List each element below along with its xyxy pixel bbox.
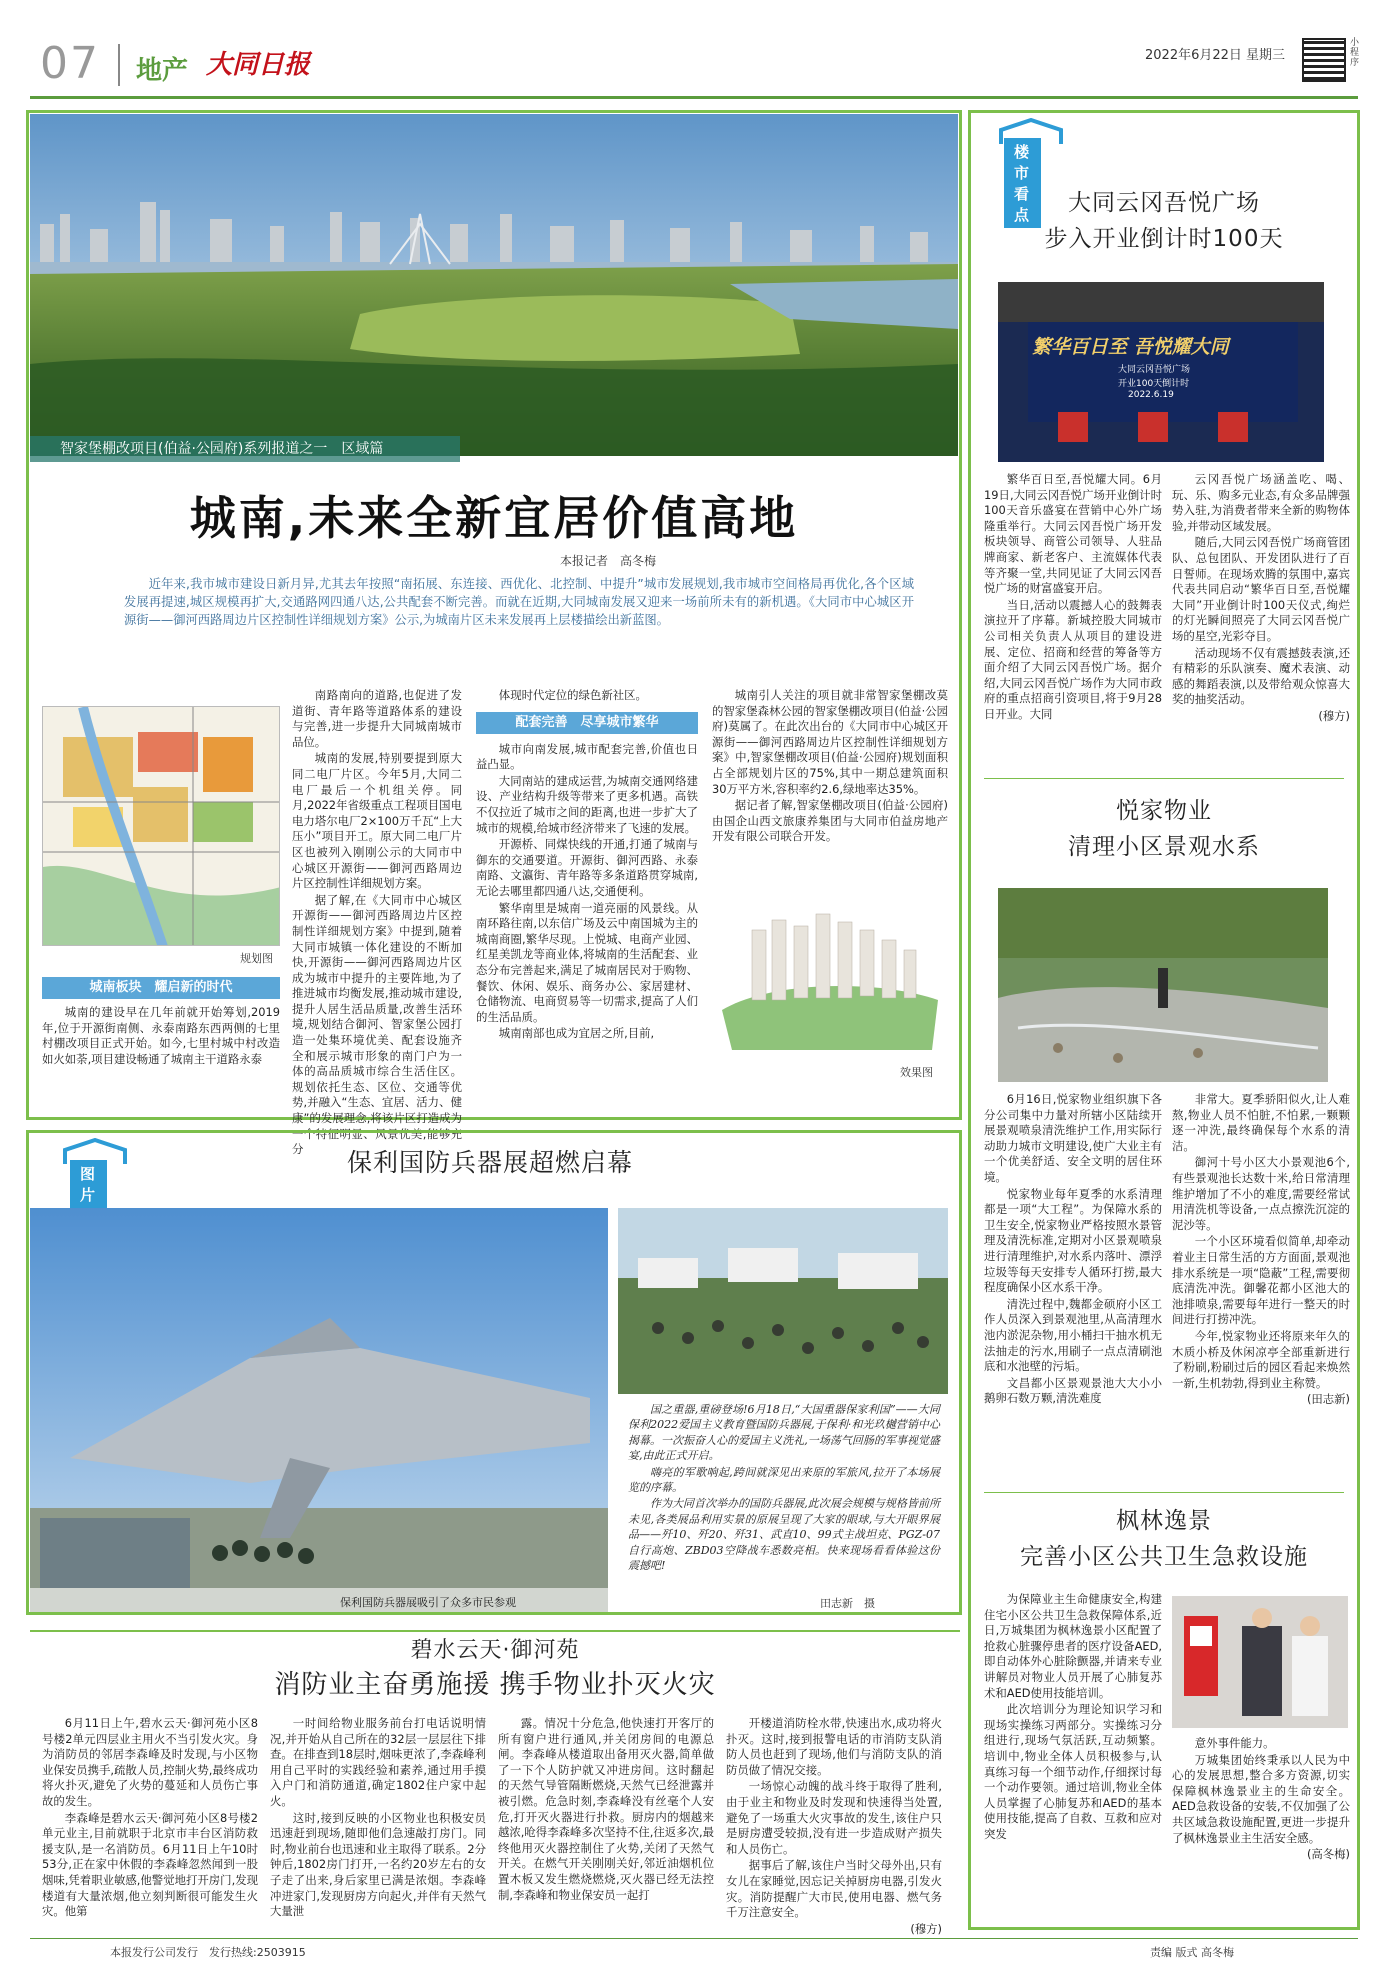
fenglin-p: 为保障业主生命健康安全,构建住宅小区公共卫生急救保障体系,近日,万城集团为枫林逸景小区配置了抢救心脏骤停患者的医疗设备AED,即自动体外心脏除颤器,并请来专业讲解员对物业人员开展了心肺复苏术和AED使用技能培训。 xyxy=(984,1592,1162,1700)
fenglin-p: 此次培训分为理论知识学习和现场实操练习两部分。实操练习分组进行,现场气氛活跃,互动频繁。培训中,物业全体人员积极参与,认真练习每一个细节动作,仔细探讨每一个动作要领。通过培训,物业全体人员掌握了心肺复苏和AED的基本使用技能,提高了自救、互救和应对突发 xyxy=(984,1702,1162,1841)
bottom-byline: (穆方) xyxy=(910,1921,942,1936)
yuejia-col-b xyxy=(1172,1092,1350,1408)
main-col3-p: 城市向南发展,城市配套完善,价值也日益凸显。 xyxy=(476,741,698,772)
bottom-title-1: 碧水云天·御河苑 xyxy=(410,1638,580,1663)
footer-rule xyxy=(30,1938,1358,1939)
bottom-col1-p: 李森峰是碧水云天·御河苑小区8号楼2单元业主,目前就职于北京市丰台区消防救援支队,是一名消防员。6月11日上午10时53分,正在家中休假的李森峰忽然闻到一股烟味,凭着职业敏感,他警觉地打开房门,发现楼道有大量浓烟,他立刻判断很可能发生火灾。他第 xyxy=(42,1810,258,1919)
wuyue-byline: (穆方) xyxy=(1318,708,1350,723)
main-col4-p: 城南引人关注的项目就非常智家堡棚改莫的智家堡森林公园的智家堡棚改项目(伯益·公园府)莫属了。在此次出台的《大同市中心城区开源街——御河西路周边片区控制性详细规划方案》中,智家堡棚改项目(伯益·公园府)规划面积占全部规划片区的75%,其中一期总建筑面积30万平方米,容积率约2.6,绿地率达35%。 xyxy=(712,688,948,796)
main-col-1 xyxy=(42,1005,280,1068)
yuejia-col-a xyxy=(984,1092,1162,1408)
series-banner: 智家堡棚改项目(伯益·公园府)系列报道之一 区域篇 xyxy=(30,436,460,462)
wuyue-p: 繁华百日至,吾悦耀大同。6月19日,大同云冈吾悦广场开业倒计时100天音乐盛宴在营销中心外广场隆重举行。大同云冈吾悦广场开发板块领导、商管公司领导、人驻品牌商家、新老客户、主流媒体代表等齐聚一堂,共同见证了大同云冈吾悦广场的财富盛宴开启。 xyxy=(984,472,1162,596)
bottom-col-3 xyxy=(498,1716,714,1904)
wuyue-col-a xyxy=(984,472,1162,724)
header-rule xyxy=(30,96,1358,99)
fenglin-byline: (高冬梅) xyxy=(1306,1847,1350,1862)
page-number: 07 xyxy=(40,38,100,89)
bottom-col-4 xyxy=(726,1716,942,1937)
footer-editor: 责编 版式 高冬梅 xyxy=(1150,1946,1234,1959)
wuyue-title-1: 大同云冈吾悦广场 xyxy=(1068,190,1260,216)
photo-news-label: 图片 xyxy=(70,1160,107,1250)
wuyue-photo-banner: 繁华百日至 吾悦耀大同 xyxy=(1032,336,1229,358)
photo-news-p: 作为大同首次举办的国防兵器展,此次展会规模与规格皆前所未见,各类展品利用实景的原展呈现了大家的眼球,与大开眼界展品——歼10、歼20、歼31、武直10、99式主战坦克、PGZ-07自行高炮、ZBD03空降战车悉数亮相。快来现场看看体验这份震撼吧! xyxy=(628,1497,940,1573)
photo-news-title: 保利国防兵器展超燃启幕 xyxy=(346,1148,633,1177)
bottom-col-2 xyxy=(270,1716,486,1921)
fighter-jet-image xyxy=(30,1208,608,1612)
fenglin-col-a xyxy=(984,1592,1162,1844)
yuejia-photo[interactable] xyxy=(998,888,1328,1082)
story-divider xyxy=(984,778,1344,779)
bottom-col4-p: 开楼道消防栓水带,快速出水,成功将火扑灭。这时,接到报警电话的市消防支队消防人员也赶到了现场,他们与消防支队的消防员做了情况交接。 xyxy=(726,1716,942,1777)
main-col-2 xyxy=(292,688,462,1159)
hero-photo[interactable] xyxy=(30,114,958,456)
landscape-pond-image xyxy=(998,888,1328,1082)
bottom-story-rule xyxy=(30,1630,960,1632)
story-divider xyxy=(984,1492,1344,1493)
yuejia-p: 文昌都小区景观景池大大小小鹅卵石数万颗,清洗难度 xyxy=(984,1375,1162,1406)
yuejia-p: 一个小区环境看似简单,却牵动着业主日常生活的方方面面,景观池排水系统是一项“隐蔽”工程,需要彻底清洗冲洗。御馨花都小区池大的池排喷泉,需要每年进行一整天的时间进行打捞冲洗。 xyxy=(1172,1234,1350,1327)
fenglin-col-b xyxy=(1172,1736,1350,1863)
main-col-3 xyxy=(476,688,698,1043)
wuyue-p: 当日,活动以震撼人心的鼓舞表演拉开了序幕。新城控股大同城市公司相关负责人从项目的建设进展、定位、招商和经营的筹备等方面介绍了大同云冈吾悦广场。据介绍,大同云冈吾悦广场作为大同市政府的重点招商引资项目,将于9月28日开业。大同 xyxy=(984,597,1162,721)
wuyue-photo[interactable] xyxy=(998,282,1324,462)
render-image xyxy=(712,890,948,1060)
main-col3-p: 大同南站的建成运营,为城南交通网络建设、产业结构升级等带来了更多机遇。高铁不仅拉近了城市之间的距离,也进一步扩大了城市的规模,给城市经济带来了飞速的发展。 xyxy=(476,773,698,835)
bottom-col4-p: 一场惊心动魄的战斗终于取得了胜利,由于业主和物业及时发现和快速得当处置,避免了一场重大火灾事故的发生,该住户只是厨房遭受较损,没有进一步造成财产损失和人员伤亡。 xyxy=(726,1779,942,1856)
main-col4-p: 据记者了解,智家堡棚改项目(伯益·公园府)由国企山西文旅康养集团与大同市伯益房地产开发有限公司联合开发。 xyxy=(712,798,948,844)
wuyue-photo-line3: 开业100天倒计时 xyxy=(1118,379,1190,389)
main-col2-p: 南路南向的道路,也促进了发道街、青年路等道路体系的建设与完善,进一步提升大同城南城市品位。 xyxy=(292,688,462,749)
header-divider xyxy=(118,44,120,86)
lede-text: 近年来,我市城市建设日新月异,尤其去年按照“南拓展、东连接、西优化、北控制、中提升”城市发展规划,我市城市空间格局再优化,各个区域发展再提速,城区规模再扩大,交通路网四通八达,公共配套不断完善。而就在近期,大同城南发展又迎来一场前所未有的新机遇。《大同市中心城区开源街——御河西路周边片区控制性详细规划方案》公示,为城南片区未来发展再上层楼描绘出新蓝图。 xyxy=(124,577,914,627)
bottom-col-1 xyxy=(42,1716,258,1921)
render-caption: 效果图 xyxy=(900,1066,933,1079)
photo-news-p: 嗨亮的军歌响起,跨间就深见出来原的军旅风,拉开了本场展览的序幕。 xyxy=(628,1465,940,1495)
yuejia-p: 悦家物业每年夏季的水系清理都是一项“大工程”。为保障水系的卫生安全,悦家物业严格按照水景管理及清洗标准,定期对小区景观喷泉进行清理维护,对水系内落叶、漂浮垃圾等每天安排专人循环打捞,最大程度确保小区水系干净。 xyxy=(984,1186,1162,1295)
wuyue-title-2: 步入开业倒计时100天 xyxy=(1044,226,1284,252)
yuejia-p: 御河十号小区大小景观池6个,有些景观池长达数十米,给日常清理维护增加了不小的难度,需要经常试用清洗机等设备,一点点擦洗沉淀的泥沙等。 xyxy=(1172,1155,1350,1232)
main-headline: 城南,未来全新宜居价值高地 xyxy=(189,491,799,545)
yuejia-p: 6月16日,悦家物业组织旗下各分公司集中力量对所辖小区陆续开展景观喷泉清洗维护工作,用实际行动助力城市文明建设,使广大业主有一个优美舒适、安全文明的居住环境。 xyxy=(984,1092,1162,1184)
fenglin-photo[interactable] xyxy=(1172,1596,1348,1728)
yuejia-title-1: 悦家物业 xyxy=(1116,798,1212,824)
jet-photo[interactable] xyxy=(30,1208,608,1612)
exhibition-crowd-image xyxy=(618,1208,948,1394)
issue-date: 2022年6月22日 星期三 xyxy=(1145,48,1286,63)
yuejia-p: 非常大。夏季骄阳似火,让人难熬,物业人员不怕脏,不怕累,一颗颗逐一冲洗,最终确保每个水系的清洁。 xyxy=(1172,1092,1350,1153)
fenglin-title-1: 枫林逸景 xyxy=(1116,1508,1212,1534)
main-col2-p: 城南的发展,特别要提到原大同二电厂片区。今年5月,大同二电厂最后一个机组关停。同月,2022年省级重点工程项目国电电力塔尔电厂2×100万千瓦“上大压小”项目开工。原大同二电厂片区也被列入刚刚公示的大同市中心城区开源街——御河西路周边片区控制性详细规划方案。 xyxy=(292,751,462,891)
main-byline: 本报记者 高冬梅 xyxy=(560,554,657,568)
wuyue-photo-date: 2022.6.19 xyxy=(1128,390,1174,400)
qr-label: 小程序 xyxy=(1350,38,1360,68)
bottom-col4-p: 据事后了解,该住户当时父母外出,只有女儿在家睡觉,因忘记关掉厨房电器,引发火灾。消防提醒广大市民,使用电器、燃气务千万注意安全。 xyxy=(726,1858,942,1920)
yuejia-byline: (田志新) xyxy=(1306,1392,1350,1407)
qr-code-icon[interactable] xyxy=(1302,38,1346,82)
fenglin-p: 意外事件能力。 xyxy=(1194,1736,1275,1750)
bottom-col1-p: 6月11日上午,碧水云天·御河苑小区8号楼2单元四层业主用火不当引发火灾。身为消防员的邻居李森峰及时发现,与小区物业保安员携手,疏散人员,控制火势,最终成功将火扑灭,避免了火势的蔓延和人员伤亡事故的发生。 xyxy=(42,1716,258,1808)
jet-photo-caption: 保利国防兵器展吸引了众多市民参观 xyxy=(340,1596,516,1609)
photo-news-byline: 田志新 摄 xyxy=(820,1597,875,1610)
main-col3-p: 城南南部也成为宜居之所,目前, xyxy=(498,1026,655,1041)
wuyue-p: 活动现场不仅有震撼鼓表演,还有精彩的乐队演奏、魔术表演、动感的舞蹈表演,以及带给观众惊喜大奖的抽奖活动。 xyxy=(1172,645,1350,707)
yuejia-p: 清洗过程中,魏都金硕府小区工作人员深入到景观池里,从高清理水池内淤泥杂物,用小桶扫干抽水机无法抽走的污水,用刷子一点点清刷池底和水池壁的污垢。 xyxy=(984,1296,1162,1374)
bottom-col2-p: 这时,接到反映的小区物业也积极安员迅速赶到现场,随即他们急速敲打房门。同时,物业前台也迅速和业主取得了联系。2分钟后,1802房门打开,一名约20岁左右的女子走了出来,身后家里已满是浓烟。李森峰冲进家门,发现厨房方向起火,并伴有天然气大量泄 xyxy=(270,1810,486,1919)
section-name: 地产 xyxy=(136,56,189,86)
wuyue-p: 随后,大同云冈吾悦广场商管团队、总包团队、开发团队进行了百日誓师。在现场欢腾的氛围中,嘉宾代表共同启动“繁华百日至,吾悦耀大同”开业倒计时100天仪式,绚烂的灯光瞬间照亮了大同云冈吾悦广场的星空,光彩夺目。 xyxy=(1172,535,1350,643)
plan-map-image xyxy=(43,707,280,946)
map-caption: 规划图 xyxy=(240,952,273,965)
wuyue-photo-line2: 大同云冈吾悦广场 xyxy=(1118,365,1191,375)
main-col2-p: 据了解,在《大同市中心城区开源街——御河西路周边片区控制性详细规划方案》中提到,随着大同市城镇一体化建设的不断加快,开源街——御河西路周边片区成为城市中提升的主要阵地,为了推进城市均衡发展,推动城市建设,提升人居生活品质量,改善生活环境,规划结合御河、智家堡公园打造一处集环境优美、配套设施齐全和展示城市形象的南门户为一体的高品质城市综合生活住区。规划依托生态、区位、交通等优势,并融入“生态、宜居、活力、健康”的发展理念,将该片区打造成为一个特征明显、风景优美,能够充分 xyxy=(292,892,462,1157)
city-panorama-image xyxy=(30,114,958,456)
main-col3-p: 开源桥、同煤快线的开通,打通了城南与御东的交通要道。开源街、御河西路、永泰南路、文瀛街、青年路等多条道路贯穿城南,无论去哪里都四通八达,交通便利。 xyxy=(476,837,698,898)
yuejia-title-2: 清理小区景观水系 xyxy=(1068,834,1260,860)
main-col3-p: 繁华南里是城南一道亮丽的风景线。从南环路往南,以东信广场及云中南国城为主的城南商圈,繁华尽现。上悦城、电商产业园、红星美凯龙等商业体,将城南的生活配套、业态分布完善起来,满足了城南居民对于购物、餐饮、休闲、娱乐、商务办公、家居建材、仓储物流、电商贸易等一切需求,提高了人们的生活品质。 xyxy=(476,900,698,1024)
market-label: 楼市看点 xyxy=(1004,138,1041,228)
footer-distribution: 本报发行公司发行 发行热线:2503915 xyxy=(110,1946,306,1959)
subhead-city-south: 城南板块 耀启新的时代 xyxy=(42,977,280,999)
bottom-title-2: 消防业主奋勇施援 携手物业扑灭火灾 xyxy=(274,1670,716,1700)
crowd-photo[interactable] xyxy=(618,1208,948,1394)
bottom-col3-p: 露。情况十分危急,他快速打开客厅的所有窗户进行通风,并关闭房间的电源总闸。李森峰从楼道取出备用灭火器,简单做了一下个人防护就又冲进房间。这时翻起的天然气导管隔断燃烧,天然气已经泄露并被引燃。危急时刻,李森峰没有丝毫个人安危,打开灭火器进行扑救。厨房内的烟越来越浓,呛得李森峰多次坚持不住,往返多次,最终他用灭火器控制住了火势,关闭了天然气开关。在燃气开关刚刚关好,邻近油烟机位置木板又发生燃烧燃烧,灭火器已经无法控制,李森峰和物业保安员一起打 xyxy=(498,1716,714,1902)
plan-map[interactable] xyxy=(42,706,280,946)
main-col3-p: 体现时代定位的绿色新社区。 xyxy=(498,688,647,702)
main-col1-p: 城南的建设早在几年前就开始筹划,2019年,位于开源街南侧、永泰南路东西两侧的七里村棚改项目正式开始。如今,七里村城中村改造如火如荼,项目建设畅通了城南主干道路永泰 xyxy=(42,1005,280,1066)
render-photo[interactable] xyxy=(712,890,948,1060)
wuyue-p: 云冈吾悦广场涵盖吃、喝、玩、乐、购多元业态,有众多品牌强势入驻,为消费者带来全新的购物体验,并带动区域发展。 xyxy=(1172,472,1350,533)
photo-news-p: 国之重器,重磅登场!6月18日,“大国重器保家利国”——大同保利2022爱国主义教育暨国防兵器展,于保利·和光玖樾营销中心揭幕。一次振奋人心的爱国主义洗礼,一场荡气回肠的军事视觉盛宴,由此正式开启。 xyxy=(628,1403,940,1463)
yuejia-p: 今年,悦家物业还将原来年久的木质小桥及休闲凉亭全部重新进行了粉刷,粉刷过后的园区看起来焕然一新,生机勃勃,得到业主称赞。 xyxy=(1172,1328,1350,1390)
fenglin-title-2: 完善小区公共卫生急救设施 xyxy=(1020,1544,1308,1570)
aed-training-image xyxy=(1172,1596,1348,1728)
paper-logo: 大同日报 xyxy=(206,50,311,80)
photo-news-text xyxy=(628,1402,940,1574)
fenglin-p: 万城集团始终秉承以人民为中心的发展思想,整合多方资源,切实保障枫林逸景业主的生命安全。AED急救设备的安装,不仅加强了公共区域急救设施配置,更进一步提升了枫林逸景业主生活安全感。 xyxy=(1172,1752,1350,1845)
main-col-4 xyxy=(712,688,948,846)
wuyue-col-b xyxy=(1172,472,1350,725)
subhead-amenities: 配套完善 尽享城市繁华 xyxy=(476,712,698,734)
bottom-col2-p: 一时间给物业服务前台打电话说明情况,并开始从自己所在的32层一层层往下排查。在排查到18层时,烟味更浓了,李森峰利用自己平时的实践经验和素养,通过用手摸入户门和消防通道,确定1802住户家中起火。 xyxy=(270,1716,486,1808)
lede-box xyxy=(124,575,914,675)
